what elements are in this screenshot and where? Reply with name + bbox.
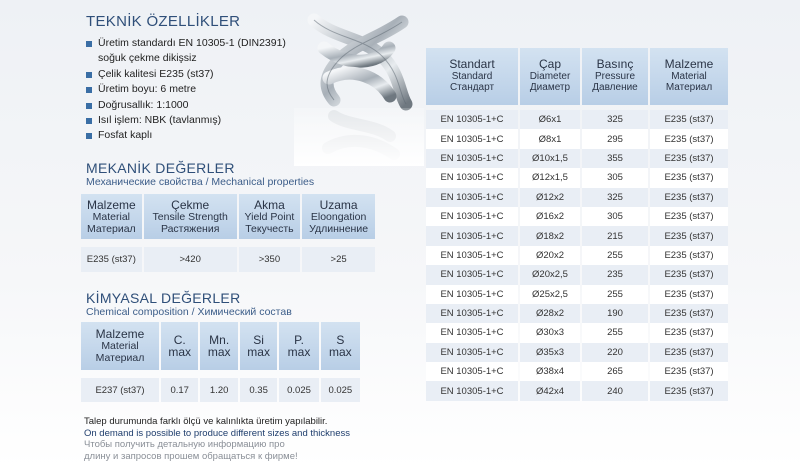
- table-row: [426, 149, 728, 168]
- header-diameter: Çap Diameter Диаметр: [520, 48, 580, 105]
- table-cell: Ø6x1: [520, 110, 580, 129]
- table-cell: EN 10305-1+C: [426, 343, 518, 362]
- table-cell: EN 10305-1+C: [426, 149, 518, 168]
- table-cell: Ø20x2: [520, 246, 580, 265]
- table-row: [426, 129, 728, 148]
- header-elongation: Uzama Eloongation Удлиннение: [302, 194, 375, 239]
- table-cell: E235 (st37): [650, 362, 728, 381]
- table-cell: Ø16x2: [520, 207, 580, 226]
- table-cell: 215: [582, 226, 648, 245]
- spec-item: Doğrusallık: 1:1000: [84, 98, 344, 113]
- table-row: [426, 168, 728, 187]
- header-silicon: Si max: [240, 322, 277, 370]
- table-cell: Ø10x1,5: [520, 149, 580, 168]
- table-cell: Ø20x2,5: [520, 265, 580, 284]
- spec-item: Isıl işlem: NBK (tavlanmış): [84, 113, 344, 128]
- table-cell: EN 10305-1+C: [426, 110, 518, 129]
- bullet-square-icon: [86, 118, 92, 124]
- table-cell: EN 10305-1+C: [426, 304, 518, 323]
- table-cell: 255: [582, 323, 648, 342]
- table-cell: Ø8x1: [520, 129, 580, 148]
- chemical-title: KİMYASAL DEĞERLER: [86, 290, 241, 306]
- table-cell: EN 10305-1+C: [426, 323, 518, 342]
- table-cell: 265: [582, 362, 648, 381]
- table-header-row: [426, 48, 728, 105]
- table-cell: Ø38x4: [520, 362, 580, 381]
- table-cell: E235 (st37): [650, 188, 728, 207]
- table-header-row: [81, 194, 375, 239]
- table-row: [426, 362, 728, 381]
- header-manganese: Mn. max: [200, 322, 237, 370]
- table-row: [426, 265, 728, 284]
- mechanical-title: MEKANİK DEĞERLER: [86, 160, 235, 176]
- table-row: [426, 246, 728, 265]
- table-cell: EN 10305-1+C: [426, 226, 518, 245]
- table-cell: EN 10305-1+C: [426, 246, 518, 265]
- table-cell: Ø35x3: [520, 343, 580, 362]
- footer-line: Чтобы получить детальную информацию про: [84, 439, 285, 450]
- bullet-square-icon: [86, 87, 92, 93]
- table-cell: E235 (st37): [650, 246, 728, 265]
- table-cell: EN 10305-1+C: [426, 129, 518, 148]
- table-cell: >25: [302, 247, 375, 272]
- table-cell: 305: [582, 207, 648, 226]
- tube-knot-image: [294, 8, 424, 166]
- table-cell: EN 10305-1+C: [426, 362, 518, 381]
- table-cell: 325: [582, 110, 648, 129]
- header-pressure: Basınç Pressure Давление: [582, 48, 648, 105]
- table-cell: E235 (st37): [650, 304, 728, 323]
- table-cell: 0.17: [161, 378, 198, 402]
- table-cell: EN 10305-1+C: [426, 168, 518, 187]
- table-cell: 240: [582, 381, 648, 400]
- table-cell: Ø25x2,5: [520, 285, 580, 304]
- table-cell: >420: [144, 247, 237, 272]
- table-cell: EN 10305-1+C: [426, 285, 518, 304]
- table-cell: E235 (st37): [81, 247, 142, 272]
- table-cell: E235 (st37): [650, 265, 728, 284]
- footer-line: Talep durumunda farklı ölçü ve kalınlıkta üretim yapılabilir.: [84, 416, 328, 427]
- table-cell: 0.35: [240, 378, 277, 402]
- table-cell: Ø30x3: [520, 323, 580, 342]
- table-cell: 255: [582, 246, 648, 265]
- table-row: [426, 226, 728, 245]
- bullet-square-icon: [86, 41, 92, 47]
- chemical-subtitle: Chemical composition / Химический состав: [86, 306, 292, 318]
- table-cell: 1.20: [200, 378, 237, 402]
- table-cell: E235 (st37): [650, 110, 728, 129]
- technical-title: TEKNİK ÖZELLİKLER: [86, 13, 241, 30]
- table-cell: E235 (st37): [650, 168, 728, 187]
- spec-item: soğuk çekme dikişsiz: [98, 52, 197, 65]
- header-sulfur: S max: [321, 322, 360, 370]
- table-cell: EN 10305-1+C: [426, 381, 518, 400]
- table-header-row: [81, 322, 360, 370]
- table-cell: EN 10305-1+C: [426, 188, 518, 207]
- bullet-square-icon: [86, 103, 92, 109]
- footer-line: On demand is possible to produce different sizes and thickness: [84, 427, 350, 439]
- chemical-table: [79, 322, 362, 402]
- table-cell: 220: [582, 343, 648, 362]
- mechanical-subtitle: Механические свойства / Mechanical properties: [86, 176, 315, 188]
- table-row: [426, 110, 728, 129]
- table-cell: E235 (st37): [650, 381, 728, 400]
- bullet-square-icon: [86, 72, 92, 78]
- table-cell: E235 (st37): [650, 226, 728, 245]
- table-cell: Ø12x1,5: [520, 168, 580, 187]
- header-carbon: C. max: [161, 322, 198, 370]
- table-cell: Ø28x2: [520, 304, 580, 323]
- table-row: [426, 323, 728, 342]
- table-row: [426, 343, 728, 362]
- header-material: Malzeme Material Материал: [81, 322, 159, 370]
- table-row: [81, 247, 375, 272]
- table-row: [426, 188, 728, 207]
- table-cell: Ø42x4: [520, 381, 580, 400]
- table-row: [426, 285, 728, 304]
- table-cell: E235 (st37): [650, 343, 728, 362]
- header-tensile: Çekme Tensile Strength Растяжения: [144, 194, 237, 239]
- table-cell: Ø18x2: [520, 226, 580, 245]
- table-cell: Ø12x2: [520, 188, 580, 207]
- spec-item: Üretim boyu: 6 metre: [84, 82, 344, 97]
- spec-item: Fosfat kaplı: [84, 128, 344, 143]
- table-cell: E235 (st37): [650, 323, 728, 342]
- footer-notes: [84, 416, 350, 462]
- table-cell: E235 (st37): [650, 285, 728, 304]
- table-row: [426, 381, 728, 400]
- table-cell: >350: [239, 247, 301, 272]
- header-material: Malzeme Material Материал: [81, 194, 142, 239]
- spec-item: Çelik kalitesi E235 (st37): [84, 67, 344, 82]
- table-row: [426, 207, 728, 226]
- table-row: [81, 378, 360, 402]
- table-cell: E235 (st37): [650, 207, 728, 226]
- table-cell: 255: [582, 285, 648, 304]
- table-cell: E235 (st37): [650, 129, 728, 148]
- mechanical-table: [79, 194, 377, 272]
- table-cell: EN 10305-1+C: [426, 265, 518, 284]
- table-cell: 0.025: [321, 378, 360, 402]
- bullet-square-icon: [86, 133, 92, 139]
- table-cell: EN 10305-1+C: [426, 207, 518, 226]
- spec-item: Üretim standardı EN 10305-1 (DIN2391): [84, 36, 344, 51]
- header-standard: Standart Standard Стандарт: [426, 48, 518, 105]
- table-cell: 305: [582, 168, 648, 187]
- footer-line: длину и запросов прошем обращаться к фирме!: [84, 450, 298, 462]
- table-row: [426, 304, 728, 323]
- table-cell: E237 (st37): [81, 378, 159, 402]
- table-cell: E235 (st37): [650, 149, 728, 168]
- header-yield: Akma Yield Point Текучесть: [239, 194, 301, 239]
- product-table: [424, 48, 730, 401]
- table-cell: 325: [582, 188, 648, 207]
- table-cell: 295: [582, 129, 648, 148]
- table-cell: 0.025: [279, 378, 318, 402]
- table-cell: 355: [582, 149, 648, 168]
- header-material: Malzeme Material Материал: [650, 48, 728, 105]
- table-cell: 235: [582, 265, 648, 284]
- header-phosphorus: P. max: [279, 322, 318, 370]
- table-cell: 190: [582, 304, 648, 323]
